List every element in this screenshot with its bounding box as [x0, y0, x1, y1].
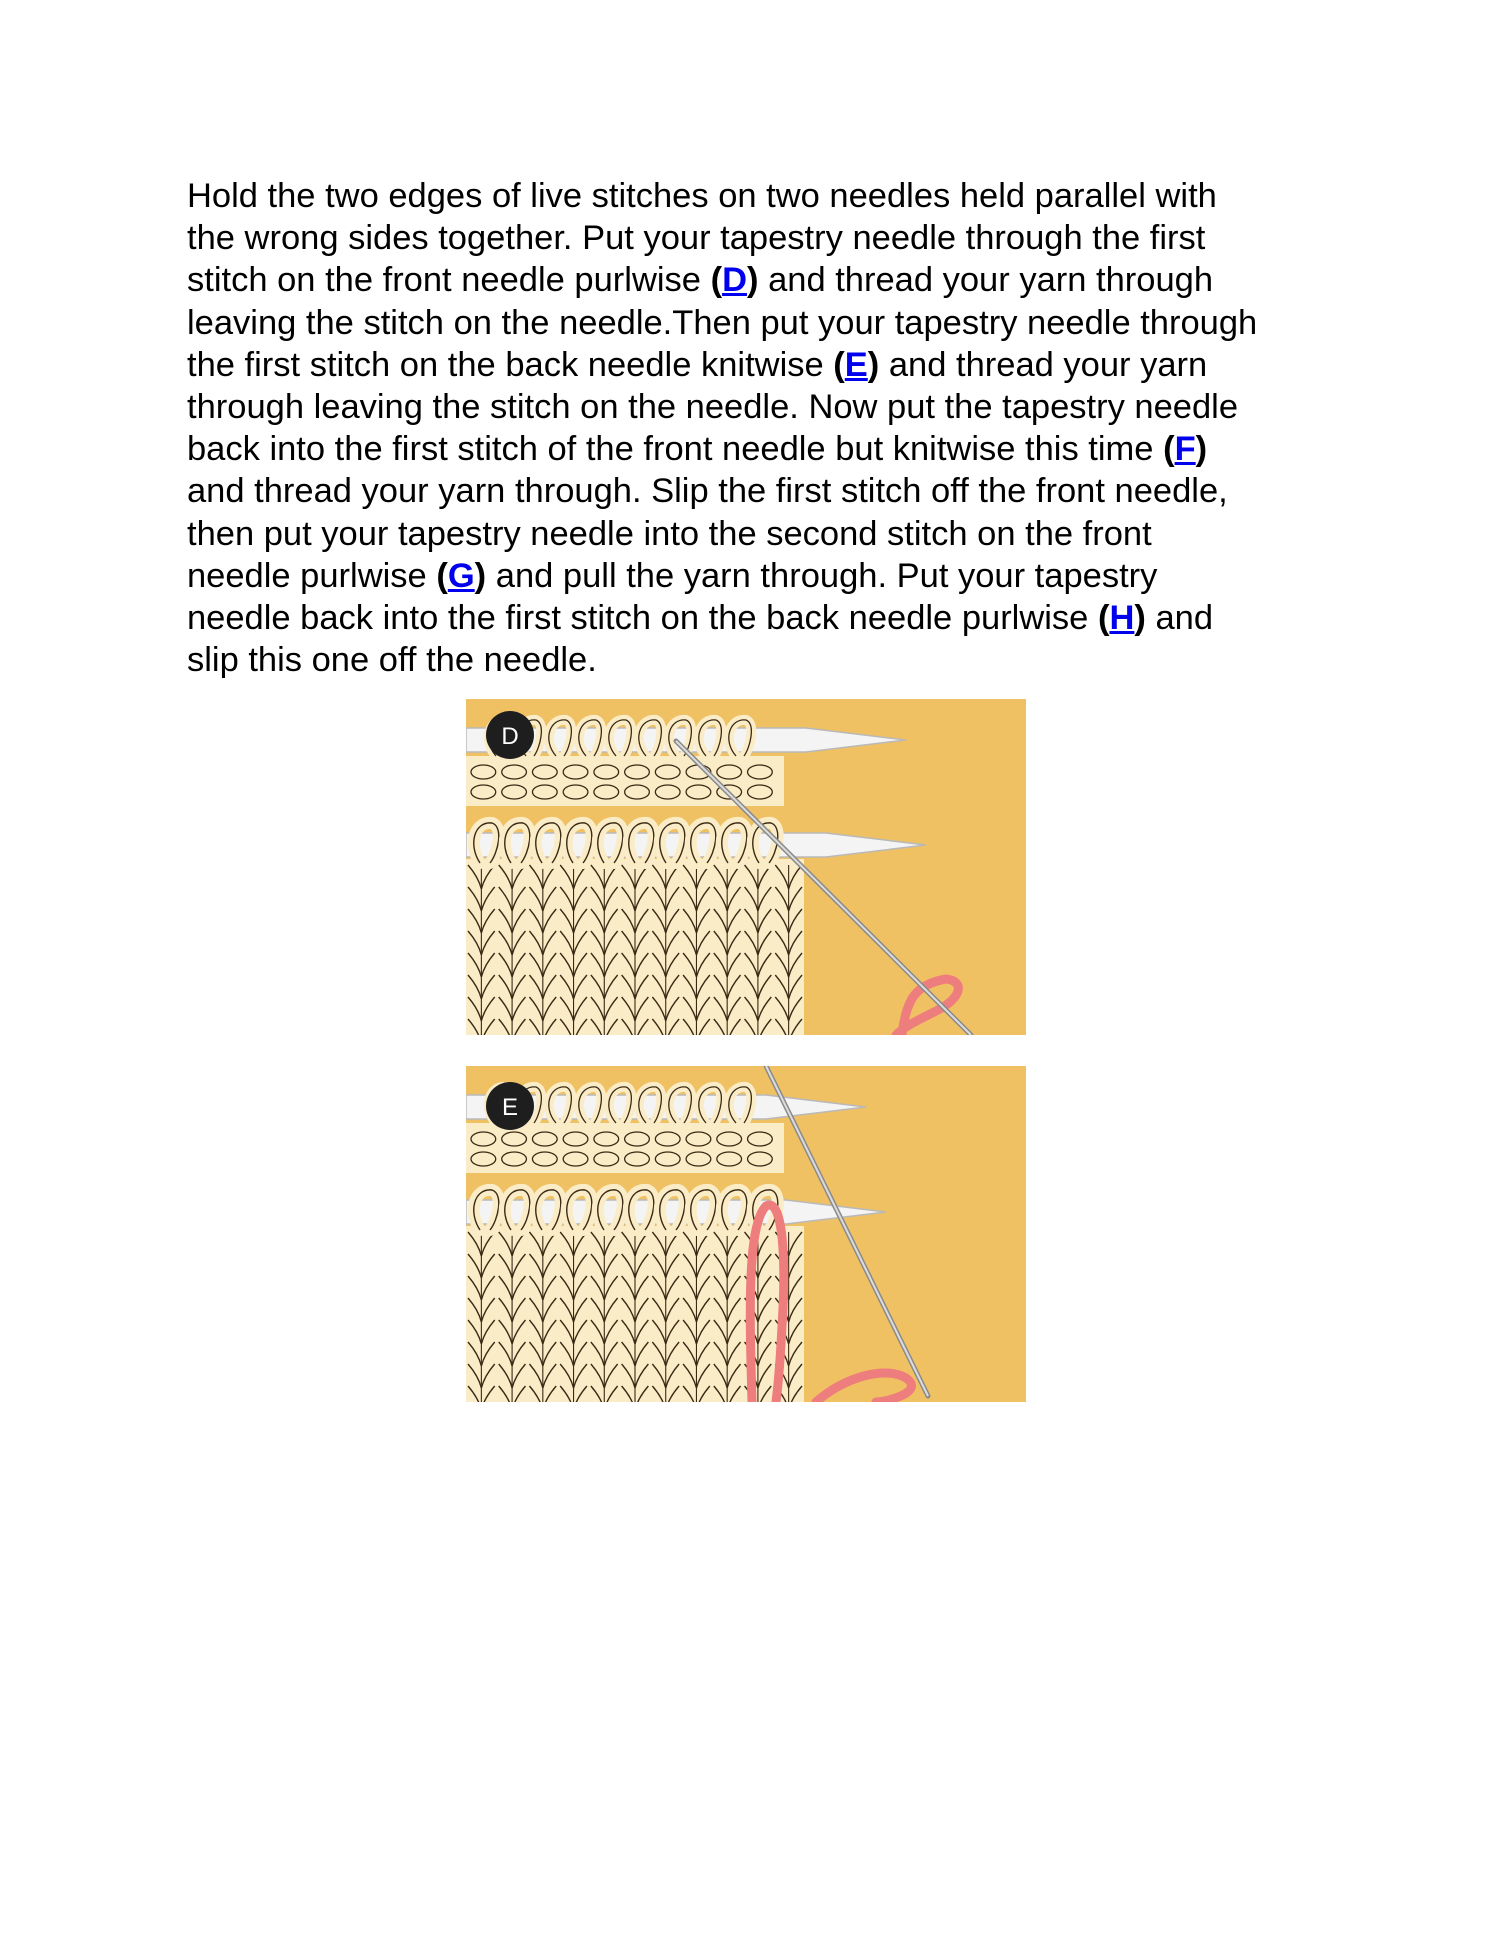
figure-reference: (D): [710, 261, 759, 300]
purl-bump: [563, 765, 588, 779]
purl-bump: [686, 1152, 711, 1166]
text-line: [187, 175, 1327, 217]
text-line: [187, 428, 1327, 470]
purl-bump: [502, 1152, 527, 1166]
purl-bump: [471, 765, 496, 779]
purl-bump: [748, 1152, 773, 1166]
figure-link-e[interactable]: E: [844, 345, 868, 384]
text-run: the wrong sides together. Put your tapestry needle through the first: [187, 219, 1206, 258]
text-run: the first stitch on the back needle knitwise: [187, 345, 834, 384]
purl-bump: [532, 1132, 557, 1146]
text-line: [187, 217, 1327, 259]
text-run: and thread your yarn through. Slip the first stitch off the front needle,: [187, 472, 1228, 511]
purl-bump: [532, 1152, 557, 1166]
step-badge-label: D: [501, 723, 519, 750]
text-run: through leaving the stitch on the needle. Now put the tapestry needle: [187, 388, 1239, 427]
purl-bump: [532, 785, 557, 799]
text-line: [187, 259, 1327, 301]
figure-link-h[interactable]: H: [1109, 599, 1135, 638]
text-run: back into the first stitch of the front needle but knitwise this time: [187, 430, 1164, 469]
figure-e-illustration: [466, 1066, 1026, 1402]
text-run: and thread your yarn through: [758, 261, 1214, 300]
purl-bump: [655, 1152, 680, 1166]
purl-bump: [625, 1132, 650, 1146]
instruction-text: [187, 175, 1327, 681]
purl-bump: [594, 785, 619, 799]
purl-bump: [655, 765, 680, 779]
purl-bump: [563, 1132, 588, 1146]
purl-bump: [655, 785, 680, 799]
purl-bump: [717, 1152, 742, 1166]
purl-bump: [655, 1132, 680, 1146]
figure-link-d[interactable]: D: [722, 261, 747, 300]
purl-bump: [532, 765, 557, 779]
purl-bump: [471, 1152, 496, 1166]
text-line: [187, 555, 1327, 597]
figure-reference: (H): [1097, 599, 1146, 638]
figure-link-g[interactable]: G: [447, 556, 475, 595]
text-line: [187, 470, 1327, 512]
text-run: and thread your yarn: [879, 345, 1208, 384]
text-line: [187, 344, 1327, 386]
figure-d-illustration: [466, 699, 1026, 1035]
text-run: needle back into the first stitch on the back needle purlwise: [187, 599, 1098, 638]
figure-reference: (F): [1163, 430, 1208, 469]
step-badge-label: E: [501, 1094, 519, 1121]
purl-bump: [625, 1152, 650, 1166]
figure-reference: (G): [436, 556, 487, 595]
text-run: and: [1145, 599, 1214, 638]
purl-bump: [686, 785, 711, 799]
purl-bump: [471, 785, 496, 799]
text-run: slip this one off the needle.: [187, 641, 597, 680]
purl-bump: [717, 765, 742, 779]
purl-bump: [748, 1132, 773, 1146]
purl-bump: [686, 1132, 711, 1146]
purl-bump: [594, 765, 619, 779]
text-line: [187, 639, 1327, 681]
purl-bump: [594, 1132, 619, 1146]
text-run: stitch on the front needle purlwise: [187, 261, 711, 300]
figure-d-svg: [466, 699, 1026, 1035]
figure-reference: (E): [833, 345, 880, 384]
knit-fabric: [466, 756, 804, 1035]
purl-bump: [563, 1152, 588, 1166]
purl-bump: [594, 1152, 619, 1166]
text-run: and pull the yarn through. Put your tapestry: [486, 556, 1158, 595]
text-line: [187, 513, 1327, 555]
purl-bump: [748, 765, 773, 779]
purl-bump: [717, 1132, 742, 1146]
purl-bump: [502, 785, 527, 799]
text-line: [187, 302, 1327, 344]
text-run: Hold the two edges of live stitches on two needles held parallel with: [187, 177, 1217, 215]
purl-bump: [625, 765, 650, 779]
purl-bump: [748, 785, 773, 799]
figure-link-f[interactable]: F: [1174, 430, 1196, 469]
text-run: then put your tapestry needle into the second stitch on the front: [187, 514, 1152, 553]
figure-e-svg: [466, 1066, 1026, 1402]
purl-bump: [502, 1132, 527, 1146]
purl-bump: [563, 785, 588, 799]
purl-bump: [625, 785, 650, 799]
text-run: leaving the stitch on the needle.Then put your tapestry needle through: [187, 303, 1258, 342]
text-line: [187, 386, 1327, 428]
purl-bump: [502, 765, 527, 779]
text-line: [187, 597, 1327, 639]
purl-bump: [471, 1132, 496, 1146]
text-run: needle purlwise: [187, 556, 437, 595]
